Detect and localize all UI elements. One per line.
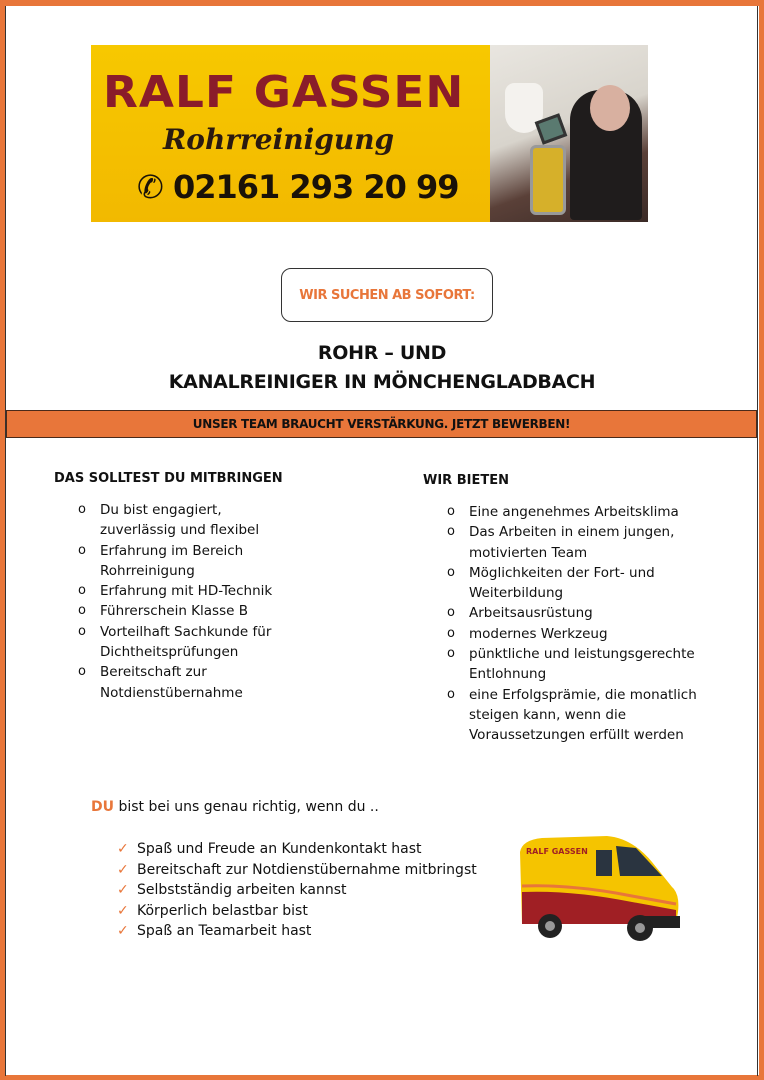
- list-item-text: eine Erfolgsprämie, die monatlich steigen kann, wenn die Voraussetzungen erfüllt werden: [469, 686, 697, 744]
- bullet-icon: o: [78, 502, 86, 517]
- bullet-icon: o: [447, 524, 455, 540]
- bullet-icon: o: [447, 686, 455, 702]
- bullet-icon: o: [78, 583, 86, 599]
- list-item: [78, 622, 272, 663]
- worker-photo: [490, 45, 648, 222]
- fit-list: [117, 839, 477, 942]
- checkmark-icon: ✓: [117, 861, 129, 878]
- list-item-text: Du bist engagiert, zuverlässig und flexibel: [100, 502, 260, 539]
- requirements-heading: DAS SOLLTEST DU MITBRINGEN: [54, 471, 283, 486]
- list-item-text: Erfahrung im Bereich Rohrreinigung: [100, 542, 244, 579]
- list-item: [447, 685, 697, 746]
- list-item-text: Vorteilhaft Sachkunde für Dichtheitsprüfungen: [100, 623, 272, 661]
- list-item: [78, 500, 272, 541]
- list-item-text: Spaß an Teamarbeit hast: [137, 923, 312, 939]
- hiring-now-box: WIR SUCHEN AB SOFORT:: [281, 268, 493, 322]
- bullet-icon: o: [447, 504, 455, 519]
- list-item-text: Möglichkeiten der Fort- und Weiterbildung: [469, 564, 655, 602]
- bullet-icon: o: [78, 623, 86, 639]
- bullet-icon: o: [447, 605, 455, 621]
- list-item-text: Eine angenehmes Arbeitsklima: [469, 504, 679, 520]
- fit-intro-text: bist bei uns genau richtig, wenn du ..: [118, 799, 379, 815]
- list-item: [447, 644, 697, 685]
- van-logo: RALF GASSEN: [526, 847, 588, 856]
- offers-heading: WIR BIETEN: [423, 473, 509, 488]
- du-highlight: DU: [91, 799, 114, 815]
- company-subtitle: Rohrreinigung: [163, 123, 395, 156]
- fit-intro: [91, 799, 379, 815]
- bullet-icon: o: [447, 646, 455, 662]
- phone-number: 02161 293 20 99: [172, 168, 459, 206]
- job-title-line1: ROHR – UND: [317, 342, 447, 364]
- list-item: [117, 839, 477, 860]
- list-item: [117, 921, 477, 942]
- company-van-image: [512, 832, 682, 944]
- list-item: [447, 563, 697, 604]
- list-item-text: Das Arbeiten in einem jungen, motivierten Team: [469, 524, 675, 561]
- offers-list: [447, 502, 697, 746]
- list-item-text: modernes Werkzeug: [469, 625, 608, 642]
- apply-banner: UNSER TEAM BRAUCHT VERSTÄRKUNG. JETZT BEWERBEN!: [6, 410, 757, 438]
- phone-icon: ✆: [137, 168, 163, 206]
- list-item: [78, 662, 272, 703]
- list-item-text: Körperlich belastbar bist: [137, 902, 308, 919]
- list-item-text: Selbstständig arbeiten kannst: [137, 882, 347, 898]
- checkmark-icon: ✓: [117, 902, 129, 919]
- list-item-text: Spaß und Freude an Kundenkontakt hast: [137, 841, 422, 857]
- bullet-icon: o: [78, 542, 86, 558]
- list-item-text: Erfahrung mit HD-Technik: [100, 583, 273, 600]
- list-item-text: Bereitschaft zur Notdienstübernahme: [100, 664, 243, 701]
- list-item: [447, 624, 697, 644]
- bullet-icon: o: [78, 603, 86, 619]
- company-phone: [137, 168, 459, 206]
- company-name: RALF GASSEN: [103, 67, 465, 118]
- list-item-text: pünktliche und leistungsgerechte Entlohnung: [469, 646, 695, 683]
- company-banner: [91, 45, 648, 222]
- bullet-icon: o: [447, 625, 455, 641]
- checkmark-icon: ✓: [117, 882, 129, 898]
- list-item: [117, 901, 477, 922]
- list-item-text: Arbeitsausrüstung: [469, 605, 593, 622]
- list-item-text: Bereitschaft zur Notdienstübernahme mitbringst: [137, 861, 477, 878]
- bullet-icon: o: [447, 564, 455, 580]
- list-item: [447, 522, 697, 563]
- list-item: [447, 603, 697, 623]
- checkmark-icon: ✓: [117, 841, 129, 857]
- bullet-icon: o: [78, 664, 86, 680]
- list-item: [117, 860, 477, 881]
- list-item: [78, 581, 272, 601]
- list-item: [447, 502, 697, 522]
- checkmark-icon: ✓: [117, 923, 129, 939]
- list-item: [78, 601, 272, 621]
- list-item: [78, 541, 272, 582]
- job-title-line2: KANALREINIGER IN MÖNCHENGLADBACH: [168, 371, 596, 393]
- requirements-list: [78, 500, 272, 703]
- list-item: [117, 880, 477, 901]
- list-item-text: Führerschein Klasse B: [100, 603, 248, 620]
